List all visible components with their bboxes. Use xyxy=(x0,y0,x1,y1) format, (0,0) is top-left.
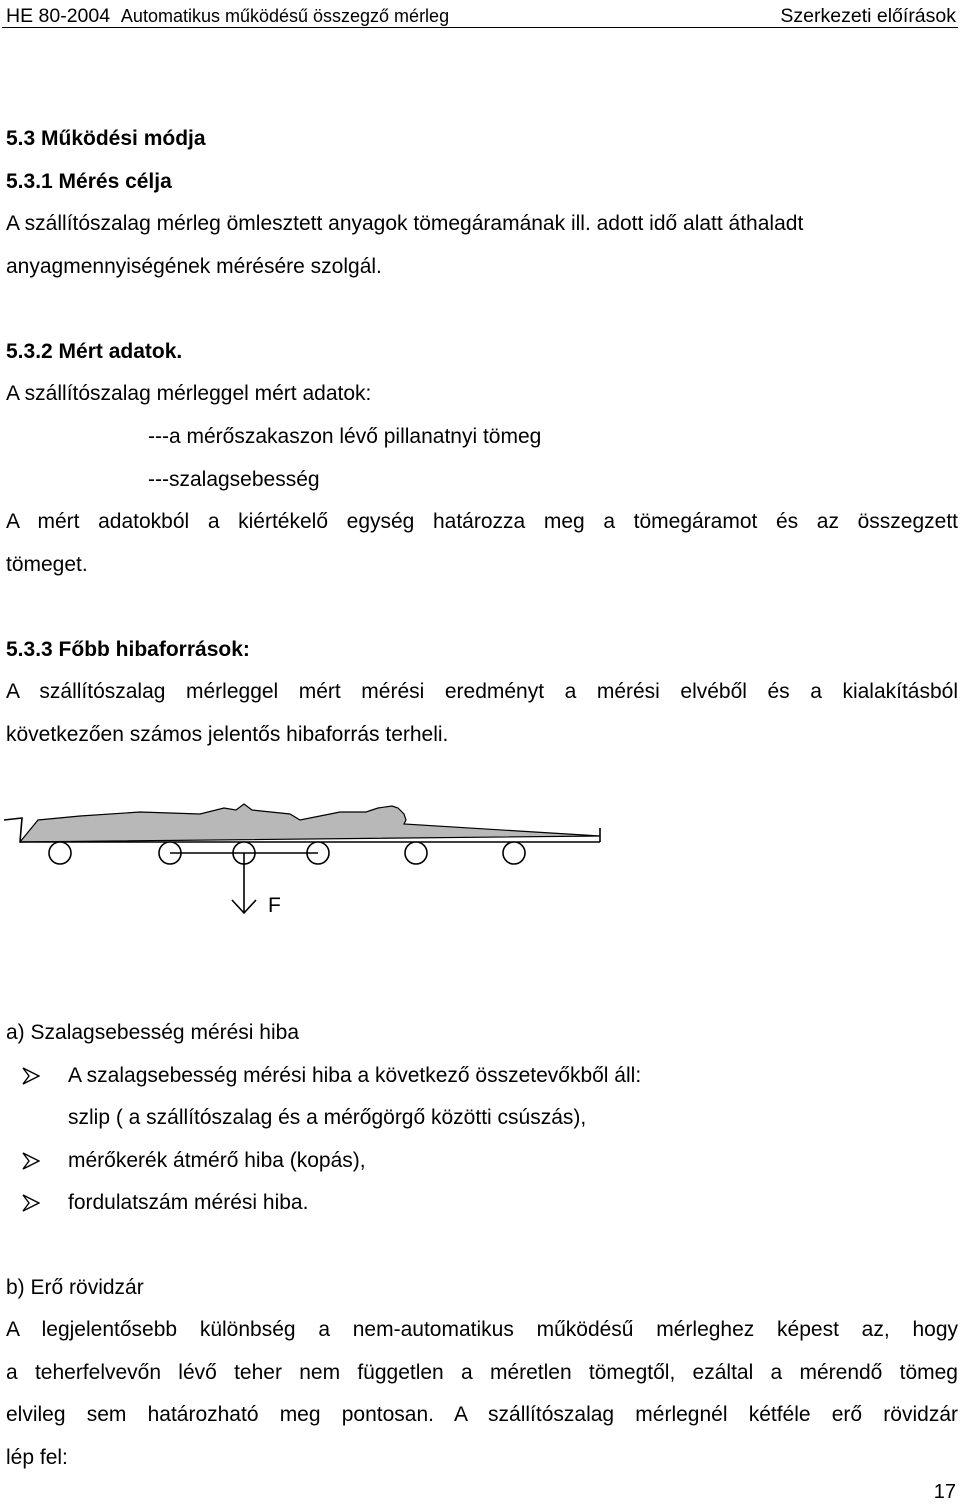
section-5-3-1-para-line2: anyagmennyiségének mérésére szolgál. xyxy=(6,255,382,278)
list-b-para-line2: a teherfelvevőn lévő teher nem független a méretlen tömegtől, ezáltal a mérendő tömeg xyxy=(6,1361,958,1384)
idler-roller xyxy=(49,842,71,864)
header-right: Szerkezeti előírások xyxy=(780,5,956,27)
list-b-para-line1: A legjelentősebb különbség a nem-automatikus működésű mérleghez képest az, hogy xyxy=(6,1318,958,1341)
section-5-3-3-para-line1: A szállítószalag mérleggel mért mérési eredményt a mérési elvéből és a kialakításból xyxy=(6,680,958,703)
list-b-title: b) Erő rövidzár xyxy=(6,1276,144,1299)
idler-roller xyxy=(405,842,427,864)
list-a-bullet-2: mérőkerék átmérő hiba (kopás), xyxy=(68,1149,366,1172)
arrow-bullet-icon xyxy=(22,1067,40,1085)
header-rule xyxy=(2,27,958,28)
section-5-3-2-para-line2: tömeget. xyxy=(6,553,88,576)
section-5-3-2-para-line1: A mért adatokból a kiértékelő egység határozza meg a tömegáramot és az összegzett xyxy=(6,510,958,533)
arrow-bullet-icon xyxy=(22,1152,40,1170)
header-code: HE 80-2004 xyxy=(6,5,111,27)
list-a-bullet-3: fordulatszám mérési hiba. xyxy=(68,1191,309,1214)
list-b-para-line3: elvileg sem határozható meg pontosan. A szállítószalag mérlegnél kétféle erő rövidzár xyxy=(6,1403,958,1426)
section-5-3-2-item-speed: ---szalagsebesség xyxy=(148,468,320,491)
section-5-3-3-para-line2: következően számos jelentős hibaforrás terheli. xyxy=(6,723,449,746)
arrow-bullet-icon xyxy=(22,1194,40,1212)
conveyor-belt-diagram xyxy=(0,790,620,930)
belt-top-edge xyxy=(4,818,22,842)
section-5-3-2-title: 5.3.2 Mért adatok. xyxy=(6,340,183,363)
idler-roller xyxy=(503,842,525,864)
section-5-3-2-item-mass: ---a mérőszakaszon lévő pillanatnyi tömeg xyxy=(148,425,542,448)
list-a-bullet-1: A szalagsebesség mérési hiba a következő összetevőkből áll: xyxy=(68,1064,642,1087)
header-left xyxy=(6,4,449,28)
section-5-3-3-title: 5.3.3 Főbb hibaforrások: xyxy=(6,638,250,661)
belt-material-shape xyxy=(20,804,600,842)
section-5-3-1-title: 5.3.1 Mérés célja xyxy=(6,170,172,193)
section-5-3-2-intro: A szállítószalag mérleggel mért adatok: xyxy=(6,382,372,405)
list-b-para-line4: lép fel: xyxy=(6,1446,68,1469)
list-a-bullet-1-cont: szlip ( a szállítószalag és a mérőgörgő közötti csúszás), xyxy=(68,1106,587,1129)
page-number: 17 xyxy=(933,1481,956,1503)
header-title: Automatikus működésű összegző mérleg xyxy=(120,6,450,26)
list-a-title: a) Szalagsebesség mérési hiba xyxy=(6,1021,299,1044)
force-label: F xyxy=(268,894,281,917)
section-5-3-1-para-line1: A szállítószalag mérleg ömlesztett anyagok tömegáramának ill. adott idő alatt áthaladt xyxy=(6,212,804,235)
section-5-3-title: 5.3 Működési módja xyxy=(6,127,206,150)
